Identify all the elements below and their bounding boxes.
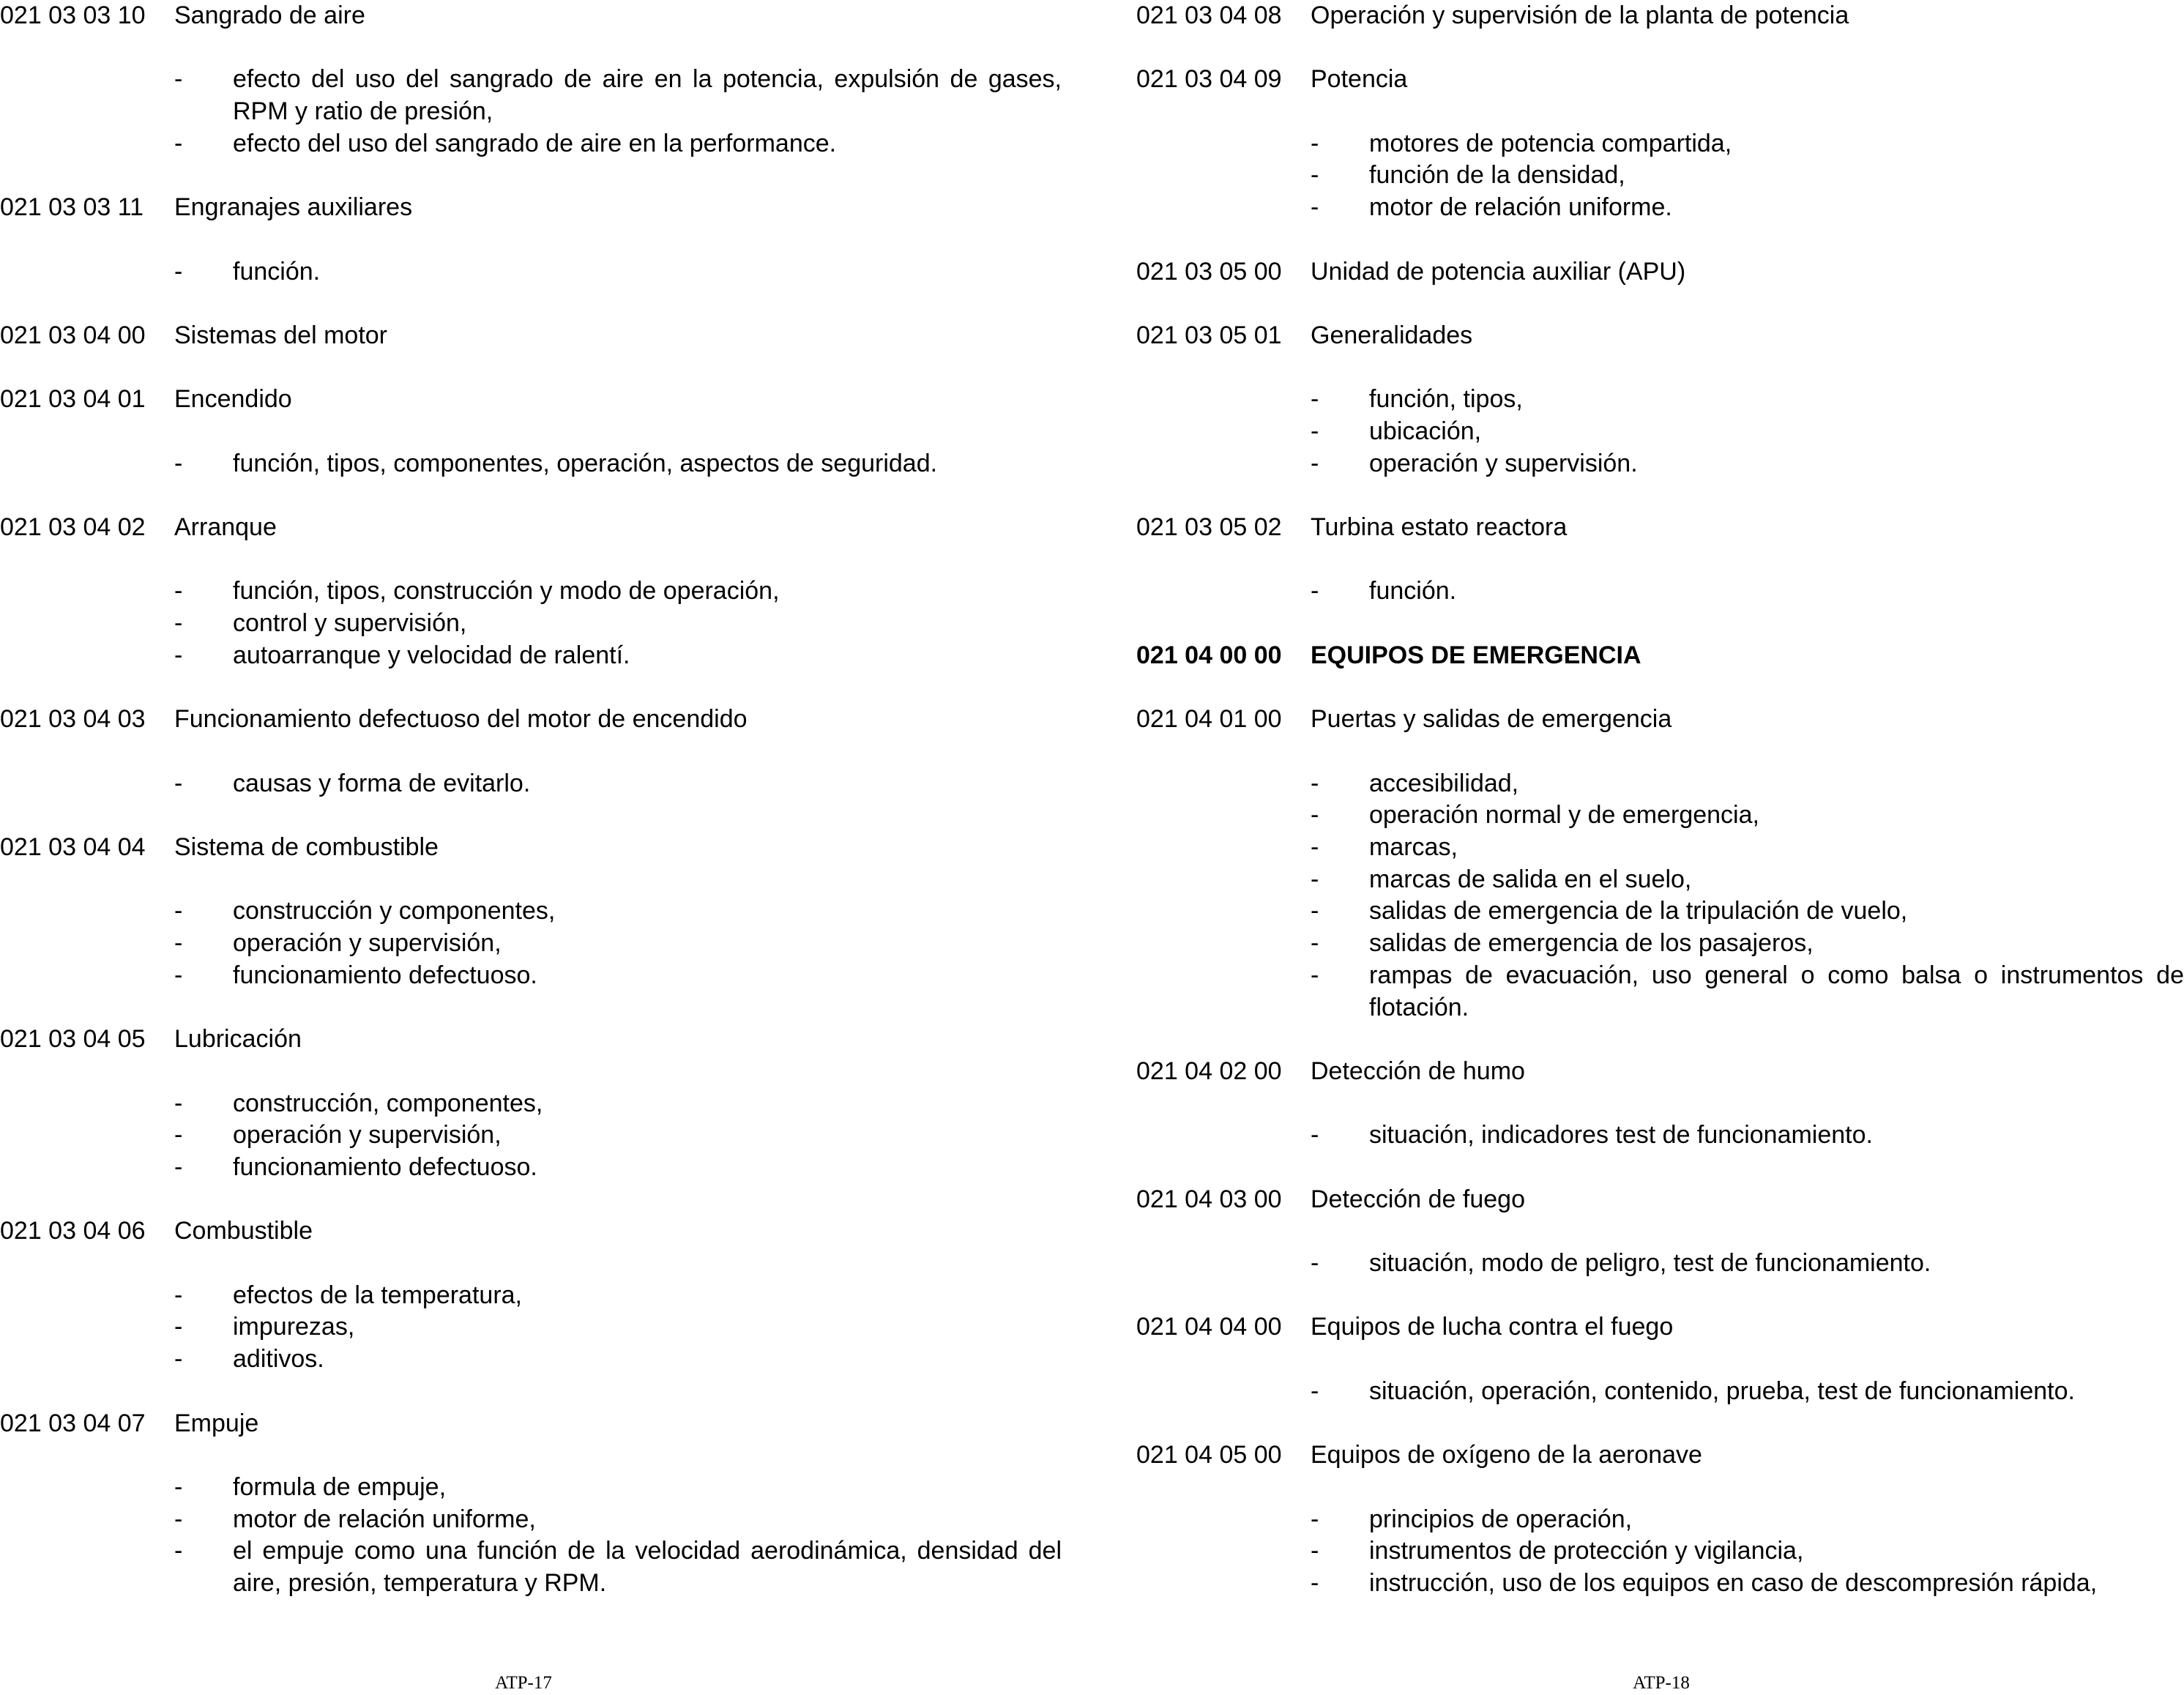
section-title: Generalidades	[1311, 321, 1473, 349]
list-item-text: ubicación,	[1369, 417, 1482, 445]
list-item-text: operación y supervisión,	[233, 929, 502, 958]
list-item-text: accesibilidad,	[1369, 769, 1519, 797]
list-item	[0, 1344, 1062, 1376]
bullet-list	[1136, 1120, 2184, 1152]
list-item-text: motor de relación uniforme,	[233, 1505, 536, 1533]
bullet-dash: -	[1311, 193, 1319, 222]
section-code: 021 04 00 00	[1136, 641, 1282, 669]
bullet-dash: -	[1311, 1537, 1319, 1565]
bullet-list	[0, 768, 1062, 800]
section-title: Operación y supervisión de la planta de potencia	[1311, 1, 1849, 29]
section-title: Combustible	[174, 1217, 313, 1245]
section-heading	[1136, 704, 2184, 736]
right-page-column	[1136, 0, 2184, 1600]
list-item	[1136, 384, 2184, 416]
list-item-text: función de la densidad,	[1369, 161, 1625, 190]
page-number-right: ATP-18	[1633, 1673, 1690, 1693]
bullet-dash: -	[174, 929, 183, 958]
section-code: 021 03 04 09	[1136, 65, 1282, 94]
list-item	[1136, 1535, 2184, 1568]
list-item-text: efectos de la temperatura,	[233, 1281, 523, 1309]
bullet-dash: -	[1311, 1569, 1319, 1597]
section-title: Encendido	[174, 385, 292, 414]
bullet-dash: -	[1311, 1121, 1319, 1150]
list-item-text: función, tipos, construcción y modo de operación,	[233, 577, 780, 606]
section-heading	[0, 1215, 1062, 1248]
list-item-text: construcción y componentes,	[233, 897, 556, 925]
section-heading	[1136, 320, 2184, 352]
section-heading	[1136, 1439, 2184, 1472]
list-item	[1136, 1504, 2184, 1536]
list-item	[0, 768, 1062, 800]
bullet-dash: -	[1311, 961, 1319, 989]
bullet-list	[1136, 1376, 2184, 1408]
bullet-list	[1136, 1248, 2184, 1280]
list-item-text: salidas de emergencia de los pasajeros,	[1369, 929, 1814, 958]
bullet-dash: -	[174, 1345, 183, 1374]
list-item	[0, 128, 1062, 160]
list-item-text: situación, operación, contenido, prueba, test de funcionamiento.	[1369, 1377, 2075, 1405]
list-item	[1136, 575, 2184, 608]
section-heading	[0, 320, 1062, 352]
bullet-dash: -	[174, 577, 183, 606]
list-item-text: instrumentos de protección y vigilancia,	[1369, 1537, 1804, 1565]
list-item	[1136, 960, 2184, 1024]
section-code: 021 03 04 08	[1136, 1, 1282, 29]
list-item	[1136, 416, 2184, 448]
list-item	[0, 1088, 1062, 1120]
list-item-text: operación y supervisión.	[1369, 449, 1638, 477]
section-code: 021 03 04 02	[0, 513, 146, 542]
list-item-text: impurezas,	[233, 1313, 355, 1341]
bullet-dash: -	[1311, 577, 1319, 606]
list-item	[0, 1120, 1062, 1152]
list-item-text: principios de operación,	[1369, 1505, 1633, 1533]
list-item	[1136, 864, 2184, 896]
section-title: Sistemas del motor	[174, 321, 387, 349]
section-heading	[0, 0, 1062, 32]
section-heading	[1136, 640, 2184, 672]
bullet-dash: -	[174, 1121, 183, 1150]
list-item	[0, 640, 1062, 672]
section-title: Sangrado de aire	[174, 1, 365, 29]
section-code: 021 04 02 00	[1136, 1057, 1282, 1085]
section-heading	[0, 704, 1062, 736]
list-item-text: causas y forma de evitarlo.	[233, 769, 531, 797]
section-code: 021 04 03 00	[1136, 1185, 1282, 1213]
bullet-list	[1136, 575, 2184, 608]
section-code: 021 03 04 06	[0, 1217, 146, 1245]
section-title: Puertas y salidas de emergencia	[1311, 705, 1672, 734]
bullet-list	[0, 1280, 1062, 1376]
left-page-column	[0, 0, 1062, 1600]
section-code: 021 03 03 10	[0, 1, 146, 29]
list-item-text: instrucción, uso de los equipos en caso de descompresión rápida,	[1369, 1569, 2098, 1597]
bullet-list	[0, 1088, 1062, 1184]
list-item	[0, 1472, 1062, 1504]
list-item	[1136, 832, 2184, 864]
bullet-dash: -	[1311, 801, 1319, 830]
list-item-text: marcas de salida en el suelo,	[1369, 865, 1692, 893]
list-item	[0, 256, 1062, 288]
section-title: Unidad de potencia auxiliar (APU)	[1311, 257, 1686, 286]
list-item	[1136, 895, 2184, 928]
section-code: 021 03 05 02	[1136, 513, 1282, 542]
list-item	[0, 64, 1062, 127]
bullet-list	[1136, 768, 2184, 1024]
list-item	[0, 608, 1062, 640]
bullet-dash: -	[174, 1281, 183, 1309]
bullet-dash: -	[174, 1505, 183, 1533]
list-item	[0, 1504, 1062, 1536]
list-item	[0, 1311, 1062, 1344]
section-title: Equipos de lucha contra el fuego	[1311, 1313, 1674, 1341]
section-title: Funcionamiento defectuoso del motor de encendido	[174, 705, 748, 734]
list-item	[1136, 160, 2184, 192]
list-item-text: control y supervisión,	[233, 609, 467, 638]
section-title: Detección de humo	[1311, 1057, 1525, 1085]
section-title: Engranajes auxiliares	[174, 193, 413, 222]
bullet-dash: -	[1311, 897, 1319, 925]
section-title: Equipos de oxígeno de la aeronave	[1311, 1441, 1702, 1469]
section-heading	[0, 832, 1062, 864]
bullet-dash: -	[1311, 1505, 1319, 1533]
section-code: 021 03 05 00	[1136, 257, 1282, 286]
section-heading	[0, 384, 1062, 416]
list-item-text: funcionamiento defectuoso.	[233, 961, 537, 989]
section-code: 021 04 05 00	[1136, 1441, 1282, 1469]
list-item	[1136, 768, 2184, 800]
list-item	[1136, 1568, 2184, 1600]
section-code: 021 04 04 00	[1136, 1313, 1282, 1341]
bullet-dash: -	[174, 449, 183, 477]
section-code: 021 03 05 01	[1136, 321, 1282, 349]
list-item	[0, 1280, 1062, 1312]
bullet-dash: -	[1311, 833, 1319, 862]
list-item	[1136, 192, 2184, 224]
list-item-text: efecto del uso del sangrado de aire en la performance.	[233, 129, 837, 157]
bullet-dash: -	[174, 1472, 183, 1501]
list-item-text: función.	[233, 257, 321, 286]
list-item	[1136, 1248, 2184, 1280]
bullet-list	[1136, 128, 2184, 224]
bullet-dash: -	[1311, 417, 1319, 445]
bullet-dash: -	[1311, 1377, 1319, 1405]
list-item	[1136, 800, 2184, 832]
bullet-dash: -	[174, 1152, 183, 1181]
list-item	[0, 1535, 1062, 1599]
section-title: Sistema de combustible	[174, 833, 439, 862]
bullet-dash: -	[174, 1537, 183, 1565]
list-item-text: construcción, componentes,	[233, 1089, 543, 1117]
list-item-text: operación normal y de emergencia,	[1369, 801, 1759, 830]
bullet-list	[0, 64, 1062, 160]
section-heading	[1136, 1056, 2184, 1088]
section-code: 021 03 04 03	[0, 705, 146, 734]
list-item	[1136, 128, 2184, 160]
list-item-text: motores de potencia compartida,	[1369, 129, 1732, 157]
section-title: Lubricación	[174, 1025, 302, 1054]
list-item-text: operación y supervisión,	[233, 1121, 502, 1150]
list-item-text: aditivos.	[233, 1345, 324, 1374]
section-heading	[0, 512, 1062, 544]
section-title: EQUIPOS DE EMERGENCIA	[1311, 641, 1641, 669]
bullet-dash: -	[1311, 449, 1319, 477]
bullet-list	[0, 256, 1062, 288]
bullet-dash: -	[174, 961, 183, 989]
section-code: 021 04 01 00	[1136, 705, 1282, 734]
bullet-list	[1136, 384, 2184, 480]
list-item	[0, 928, 1062, 960]
bullet-list	[0, 448, 1062, 480]
list-item-text: formula de empuje,	[233, 1472, 447, 1501]
section-code: 021 03 04 04	[0, 833, 146, 862]
section-title: Arranque	[174, 513, 277, 542]
bullet-dash: -	[1311, 129, 1319, 157]
list-item-text: salidas de emergencia de la tripulación de vuelo,	[1369, 897, 1908, 925]
section-heading	[1136, 64, 2184, 96]
bullet-dash: -	[1311, 161, 1319, 190]
bullet-dash: -	[1311, 1249, 1319, 1278]
list-item-text: el empuje como una función de la velocidad aerodinámica, densidad del aire, presión, temperatura y RPM.	[233, 1537, 1062, 1598]
section-code: 021 03 04 07	[0, 1409, 146, 1437]
list-item	[0, 1152, 1062, 1184]
list-item	[1136, 928, 2184, 960]
list-item-text: situación, indicadores test de funcionamiento.	[1369, 1121, 1873, 1150]
list-item-text: rampas de evacuación, uso general o como balsa o instrumentos de flotación.	[1369, 961, 2184, 1021]
bullet-dash: -	[174, 1313, 183, 1341]
list-item-text: situación, modo de peligro, test de funcionamiento.	[1369, 1249, 1931, 1278]
list-item-text: marcas,	[1369, 833, 1458, 862]
section-code: 021 03 04 01	[0, 385, 146, 414]
list-item	[1136, 1120, 2184, 1152]
list-item-text: funcionamiento defectuoso.	[233, 1152, 537, 1181]
bullet-dash: -	[174, 769, 183, 797]
section-heading	[0, 192, 1062, 224]
bullet-list	[1136, 1504, 2184, 1600]
section-title: Empuje	[174, 1409, 259, 1437]
bullet-dash: -	[174, 1089, 183, 1117]
list-item-text: función, tipos, componentes, operación, aspectos de seguridad.	[233, 449, 938, 477]
list-item	[0, 575, 1062, 608]
section-title: Potencia	[1311, 65, 1408, 94]
list-item-text: función.	[1369, 577, 1457, 606]
list-item	[0, 448, 1062, 480]
section-code: 021 03 04 05	[0, 1025, 146, 1054]
bullet-dash: -	[174, 65, 183, 94]
bullet-dash: -	[174, 129, 183, 157]
list-item	[1136, 1376, 2184, 1408]
section-heading	[1136, 1311, 2184, 1344]
bullet-dash: -	[1311, 865, 1319, 893]
section-code: 021 03 03 11	[0, 193, 144, 222]
bullet-list	[0, 575, 1062, 671]
bullet-list	[0, 895, 1062, 991]
section-code: 021 03 04 00	[0, 321, 146, 349]
list-item	[0, 895, 1062, 928]
bullet-dash: -	[1311, 385, 1319, 414]
section-heading	[0, 1024, 1062, 1056]
bullet-dash: -	[1311, 769, 1319, 797]
bullet-dash: -	[174, 257, 183, 286]
section-heading	[1136, 512, 2184, 544]
list-item	[1136, 448, 2184, 480]
bullet-dash: -	[174, 641, 183, 669]
section-title: Detección de fuego	[1311, 1185, 1525, 1213]
page-number-left: ATP-17	[495, 1673, 552, 1693]
bullet-dash: -	[174, 897, 183, 925]
section-title: Turbina estato reactora	[1311, 513, 1568, 542]
section-heading	[0, 1408, 1062, 1440]
bullet-list	[0, 1472, 1062, 1600]
section-heading	[1136, 256, 2184, 288]
bullet-dash: -	[174, 609, 183, 638]
list-item	[0, 960, 1062, 992]
list-item-text: efecto del uso del sangrado de aire en la potencia, expulsión de gases, RPM y ratio de presión,	[233, 65, 1062, 126]
list-item-text: función, tipos,	[1369, 385, 1523, 414]
section-heading	[1136, 1184, 2184, 1216]
list-item-text: motor de relación uniforme.	[1369, 193, 1672, 222]
section-heading	[1136, 0, 2184, 32]
bullet-dash: -	[1311, 929, 1319, 958]
list-item-text: autoarranque y velocidad de ralentí.	[233, 641, 630, 669]
